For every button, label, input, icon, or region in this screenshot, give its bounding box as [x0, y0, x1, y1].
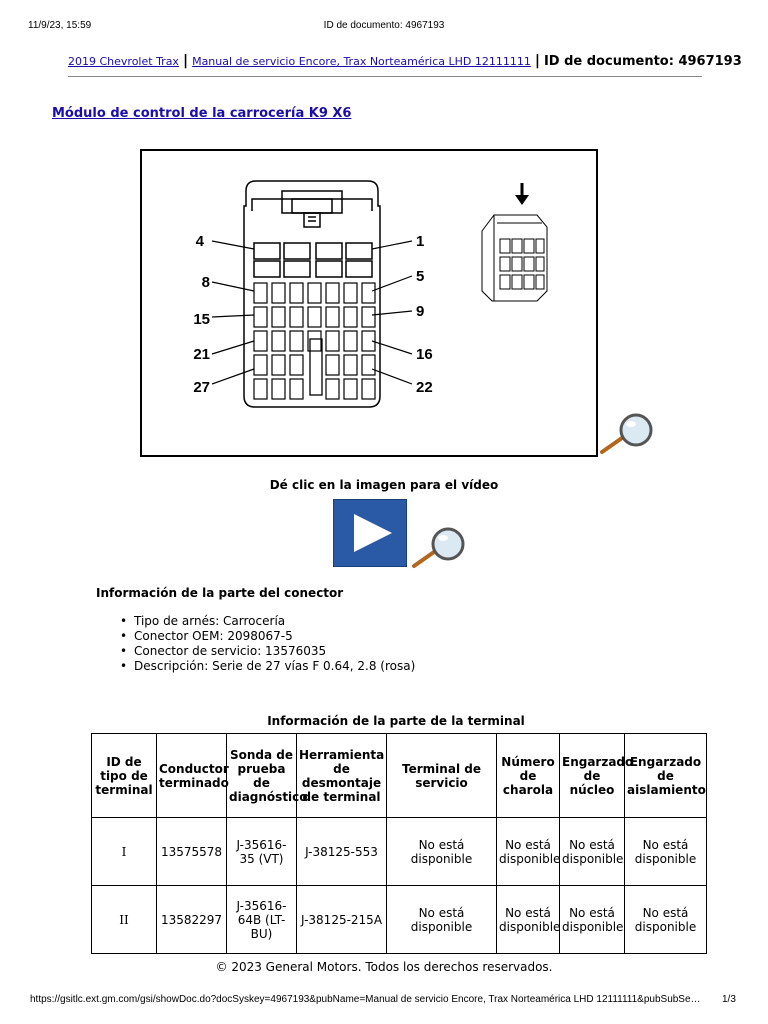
table-cell: J-35616-35 (VT)	[227, 818, 297, 886]
table-cell: II	[92, 886, 157, 954]
table-header-row	[92, 734, 707, 818]
terminal-cavity	[344, 307, 357, 327]
terminal-cavity	[362, 283, 375, 303]
pin-label: 1	[416, 233, 425, 250]
terminal-cavity	[290, 307, 303, 327]
pin-label: 15	[193, 311, 210, 328]
print-doc-title: ID de documento: 4967193	[323, 20, 445, 31]
terminal-cavity	[272, 355, 285, 375]
print-page-number: 1/3	[722, 994, 736, 1005]
play-video-button[interactable]	[333, 499, 407, 567]
terminal-cavity	[290, 379, 303, 399]
terminal-cavity	[272, 331, 285, 351]
copyright: © 2023 General Motors. Todos los derechos reservados.	[215, 960, 553, 974]
terminal-cavity	[254, 331, 267, 351]
terminal-cavity	[254, 379, 267, 399]
connector-illustration[interactable]	[140, 149, 598, 457]
breadcrumb-vehicle-link[interactable]: 2019 Chevrolet Trax	[68, 55, 179, 68]
breadcrumb-separator: |	[534, 53, 540, 69]
terminal-cavity	[272, 379, 285, 399]
table-cell: No está disponible	[497, 886, 560, 954]
table-cell: No está disponible	[625, 886, 707, 954]
table-cell: J-38125-553	[297, 818, 387, 886]
table-cell: 13582297	[157, 886, 227, 954]
terminal-info-heading: Información de la parte de la terminal	[267, 714, 525, 728]
table-cell: No está disponible	[497, 818, 560, 886]
terminal-cavity	[344, 355, 357, 375]
column-header: Herramienta de desmontaje de terminal	[297, 734, 387, 818]
terminal-cavity	[326, 379, 339, 399]
terminal-cavity	[308, 307, 321, 327]
terminal-cavity	[362, 307, 375, 327]
connector-drawing	[142, 151, 596, 455]
connector-info-heading: Información de la parte del conector	[96, 586, 344, 600]
table-cell: No está disponible	[387, 886, 497, 954]
terminal-cavity	[362, 379, 375, 399]
print-url: https://gsitlc.ext.gm.com/gsi/showDoc.do?docSyskey=4967193&pubName=Manual de servicio Encore, Trax Norteamérica LHD 12111111&pubSubSe…	[30, 994, 701, 1005]
column-header: ID de tipo de terminal	[92, 734, 157, 818]
list-item: • Conector de servicio: 13576035	[118, 644, 618, 659]
list-item: • Tipo de arnés: Carrocería	[118, 614, 618, 629]
terminal-cavity	[290, 331, 303, 351]
terminal-cavity	[254, 307, 267, 327]
play-icon	[334, 500, 406, 566]
table-cell: J-35616-64B (LT-BU)	[227, 886, 297, 954]
terminal-cavity	[290, 355, 303, 375]
table-cell: No está disponible	[560, 886, 625, 954]
breadcrumb-doc-id: ID de documento: 4967193	[543, 54, 742, 69]
breadcrumb-separator: |	[182, 53, 189, 69]
terminal-cavity	[254, 355, 267, 375]
magnifier-icon[interactable]	[596, 410, 660, 458]
terminal-cavity	[254, 283, 267, 303]
magnifier-icon[interactable]	[408, 524, 472, 572]
list-item: • Descripción: Serie de 27 vías F 0.64, 2.8 (rosa)	[118, 659, 618, 674]
table-cell: 13575578	[157, 818, 227, 886]
column-header: Engarzado de aislamiento	[625, 734, 707, 818]
print-datetime: 11/9/23, 15:59	[28, 20, 92, 31]
page-title[interactable]: Módulo de control de la carrocería K9 X6	[52, 106, 352, 121]
terminal-cavity	[362, 355, 375, 375]
terminal-table	[91, 733, 707, 954]
table-cell: No está disponible	[625, 818, 707, 886]
video-caption: Dé clic en la imagen para el vídeo	[269, 478, 499, 492]
terminal-cavity	[326, 331, 339, 351]
column-header: Sonda de prueba de diagnóstico	[227, 734, 297, 818]
table-cell: No está disponible	[560, 818, 625, 886]
pin-label: 8	[201, 274, 210, 291]
terminal-cavity	[326, 283, 339, 303]
column-header: Terminal de servicio	[387, 734, 497, 818]
pin-label: 5	[416, 268, 425, 285]
terminal-cavity	[344, 283, 357, 303]
arrow-down-icon	[515, 183, 529, 205]
pin-label: 27	[193, 379, 210, 396]
terminal-cavity	[344, 331, 357, 351]
connector-info-list	[118, 614, 618, 674]
pin-label: 16	[416, 346, 433, 363]
connector-3d-sketch	[482, 215, 547, 301]
terminal-cavity	[326, 355, 339, 375]
breadcrumb-manual-link[interactable]: Manual de servicio Encore, Trax Norteamérica LHD 12111111	[192, 55, 531, 68]
terminal-cavity	[290, 283, 303, 303]
list-item: • Conector OEM: 2098067-5	[118, 629, 618, 644]
table-row	[92, 886, 707, 954]
column-header: Número de charola	[497, 734, 560, 818]
table-cell: I	[92, 818, 157, 886]
table-cell: J-38125-215A	[297, 886, 387, 954]
column-header: Conductor terminado	[157, 734, 227, 818]
table-cell: No está disponible	[387, 818, 497, 886]
header-divider	[68, 76, 702, 77]
breadcrumb	[68, 53, 742, 69]
terminal-cavity	[272, 307, 285, 327]
pin-label: 4	[195, 233, 204, 250]
terminal-cavity	[308, 283, 321, 303]
pin-label: 9	[416, 303, 425, 320]
table-row	[92, 818, 707, 886]
terminal-cavity	[326, 307, 339, 327]
column-header: Engarzado de núcleo	[560, 734, 625, 818]
terminal-cavity	[272, 283, 285, 303]
terminal-cavity	[344, 379, 357, 399]
pin-label: 21	[193, 346, 210, 363]
pin-label: 22	[416, 379, 433, 396]
